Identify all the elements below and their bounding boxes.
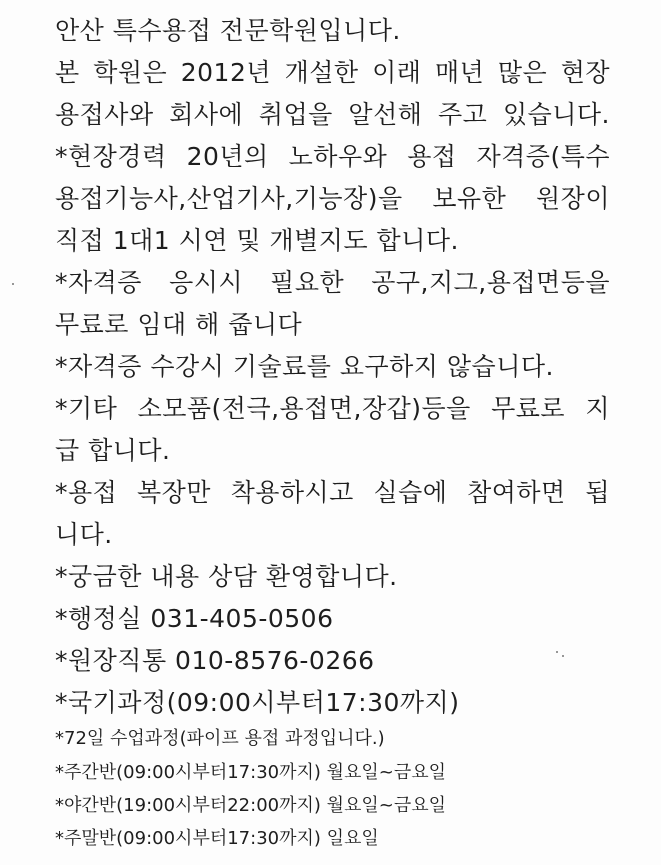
body-text-line: 니다. xyxy=(55,520,113,549)
director-phone-line: *원장직통 010-8576-0266 xyxy=(55,646,375,675)
body-text-line: 급 합니다. xyxy=(55,436,171,465)
bullet-text-line: *궁금한 내용 상담 환영합니다. xyxy=(55,562,398,591)
academy-intro-line: 안산 특수용접 전문학원입니다. xyxy=(55,16,401,45)
bullet-text-line: *기타 소모품(전극,용접면,장갑)등을 무료로 지 xyxy=(55,394,610,423)
body-text-line: 본 학원은 2012년 개설한 이래 매년 많은 현장 xyxy=(55,58,610,87)
course-hours-line: *국기과정(09:00시부터17:30까지) xyxy=(55,688,460,717)
schedule-line: *주말반(09:00시부터17:30까지) 일요일 xyxy=(55,828,379,849)
body-text-line: 용접사와 회사에 취업을 알선해 주고 있습니다. xyxy=(55,100,610,129)
bullet-text-line: *용접 복장만 착용하시고 실습에 참여하면 됩 xyxy=(55,478,610,507)
bullet-text-line: *자격증 수강시 기술료를 요구하지 않습니다. xyxy=(55,352,554,381)
body-text-line: 무료로 임대 해 줍니다 xyxy=(55,310,303,339)
bullet-text-line: *자격증 응시시 필요한 공구,지그,용접면등을 xyxy=(55,268,610,297)
scan-speck xyxy=(12,283,14,285)
body-text-line: 직접 1대1 시연 및 개별지도 합니다. xyxy=(55,226,459,255)
bullet-text-line: *현장경력 20년의 노하우와 용접 자격증(특수 xyxy=(55,142,610,171)
body-text-line: 용접기능사,산업기사,기능장)을 보유한 원장이 xyxy=(55,184,610,213)
schedule-line: *72일 수업과정(파이프 용접 과정입니다.) xyxy=(55,728,385,749)
schedule-line: *야간반(19:00시부터22:00까지) 월요일~금요일 xyxy=(55,795,447,816)
scan-speck xyxy=(556,651,558,653)
office-phone-line: *행정실 031-405-0506 xyxy=(55,604,334,633)
scan-speck xyxy=(562,655,564,657)
schedule-line: *주간반(09:00시부터17:30까지) 월요일~금요일 xyxy=(55,762,447,783)
